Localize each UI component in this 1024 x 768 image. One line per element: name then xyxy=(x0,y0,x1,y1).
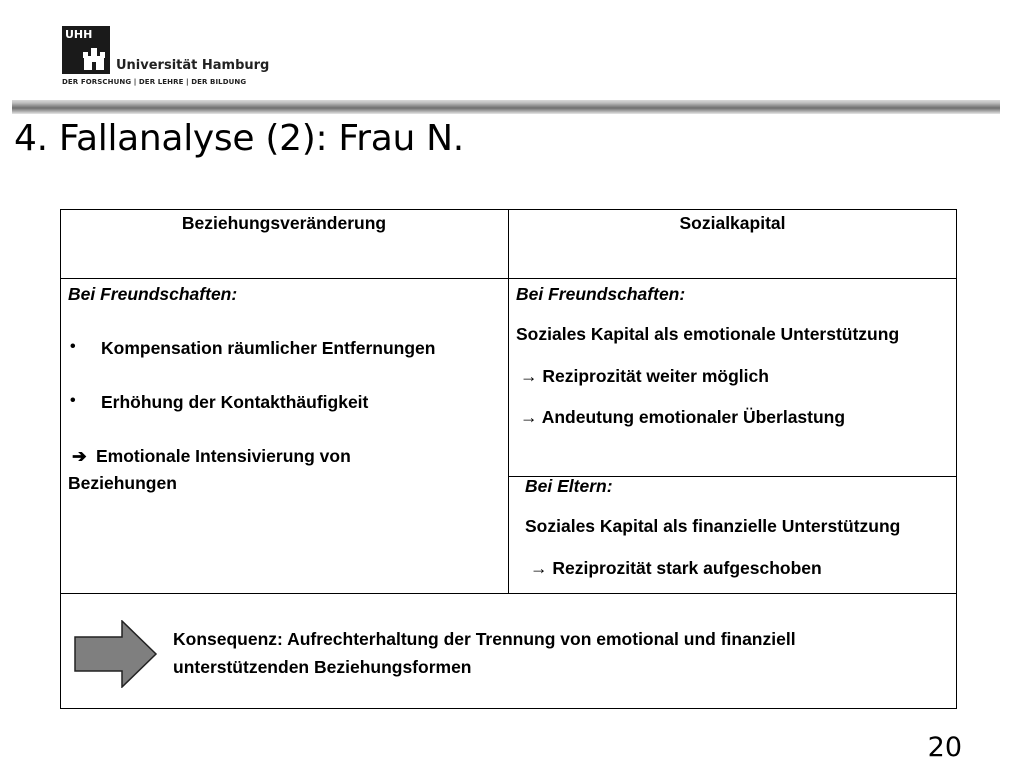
university-logo xyxy=(62,26,270,92)
bullet-dot: • xyxy=(70,338,76,355)
conclusion-line2: unterstützenden Beziehungsformen xyxy=(173,657,472,677)
right-top-heading: Bei Freundschaften: xyxy=(516,284,686,304)
left-bullet-2: Erhöhung der Kontakthäufigkeit xyxy=(101,392,369,412)
conclusion-row-divider xyxy=(60,593,957,594)
left-heading: Bei Freundschaften: xyxy=(68,284,238,304)
right-bottom-line2: → Reziprozität stark aufgeschoben xyxy=(530,558,822,578)
right-bottom-heading: Bei Eltern: xyxy=(525,476,613,496)
left-result-arrow-icon: ➔ xyxy=(72,446,87,466)
page-number: 20 xyxy=(927,732,962,763)
header-beziehungsveraenderung: Beziehungsveränderung xyxy=(181,213,387,233)
right-top-line3: → Andeutung emotionaler Überlastung xyxy=(520,407,846,427)
header-divider xyxy=(12,100,1000,114)
block-arrow-icon xyxy=(74,620,158,688)
right-top-line1: Soziales Kapital als emotionale Unterstützung xyxy=(516,324,900,344)
column-divider xyxy=(508,209,509,594)
left-result-line2: Beziehungen xyxy=(68,473,177,493)
castle-icon xyxy=(82,48,106,70)
conclusion-line1: Konsequenz: Aufrechterhaltung der Trennung von emotional und finanziell xyxy=(173,629,796,649)
left-bullet-1: Kompensation räumlicher Entfernungen xyxy=(101,338,436,358)
uhh-logo-mark xyxy=(62,26,110,74)
right-top-line2: → Reziprozität weiter möglich xyxy=(520,366,769,386)
bullet-dot: • xyxy=(70,392,76,409)
header-sozialkapital: Sozialkapital xyxy=(679,213,786,233)
logo-tagline: DER FORSCHUNG | DER LEHRE | DER BILDUNG xyxy=(62,78,247,86)
logo-university-name: Universität Hamburg xyxy=(116,58,270,73)
right-bottom-line1: Soziales Kapital als finanzielle Unterstützung xyxy=(525,516,901,536)
slide-title: 4. Fallanalyse (2): Frau N. xyxy=(14,118,464,159)
logo-mark-text: UHH xyxy=(65,28,93,41)
header-row-divider xyxy=(60,278,957,279)
left-result-line1: Emotionale Intensivierung von xyxy=(96,446,351,466)
